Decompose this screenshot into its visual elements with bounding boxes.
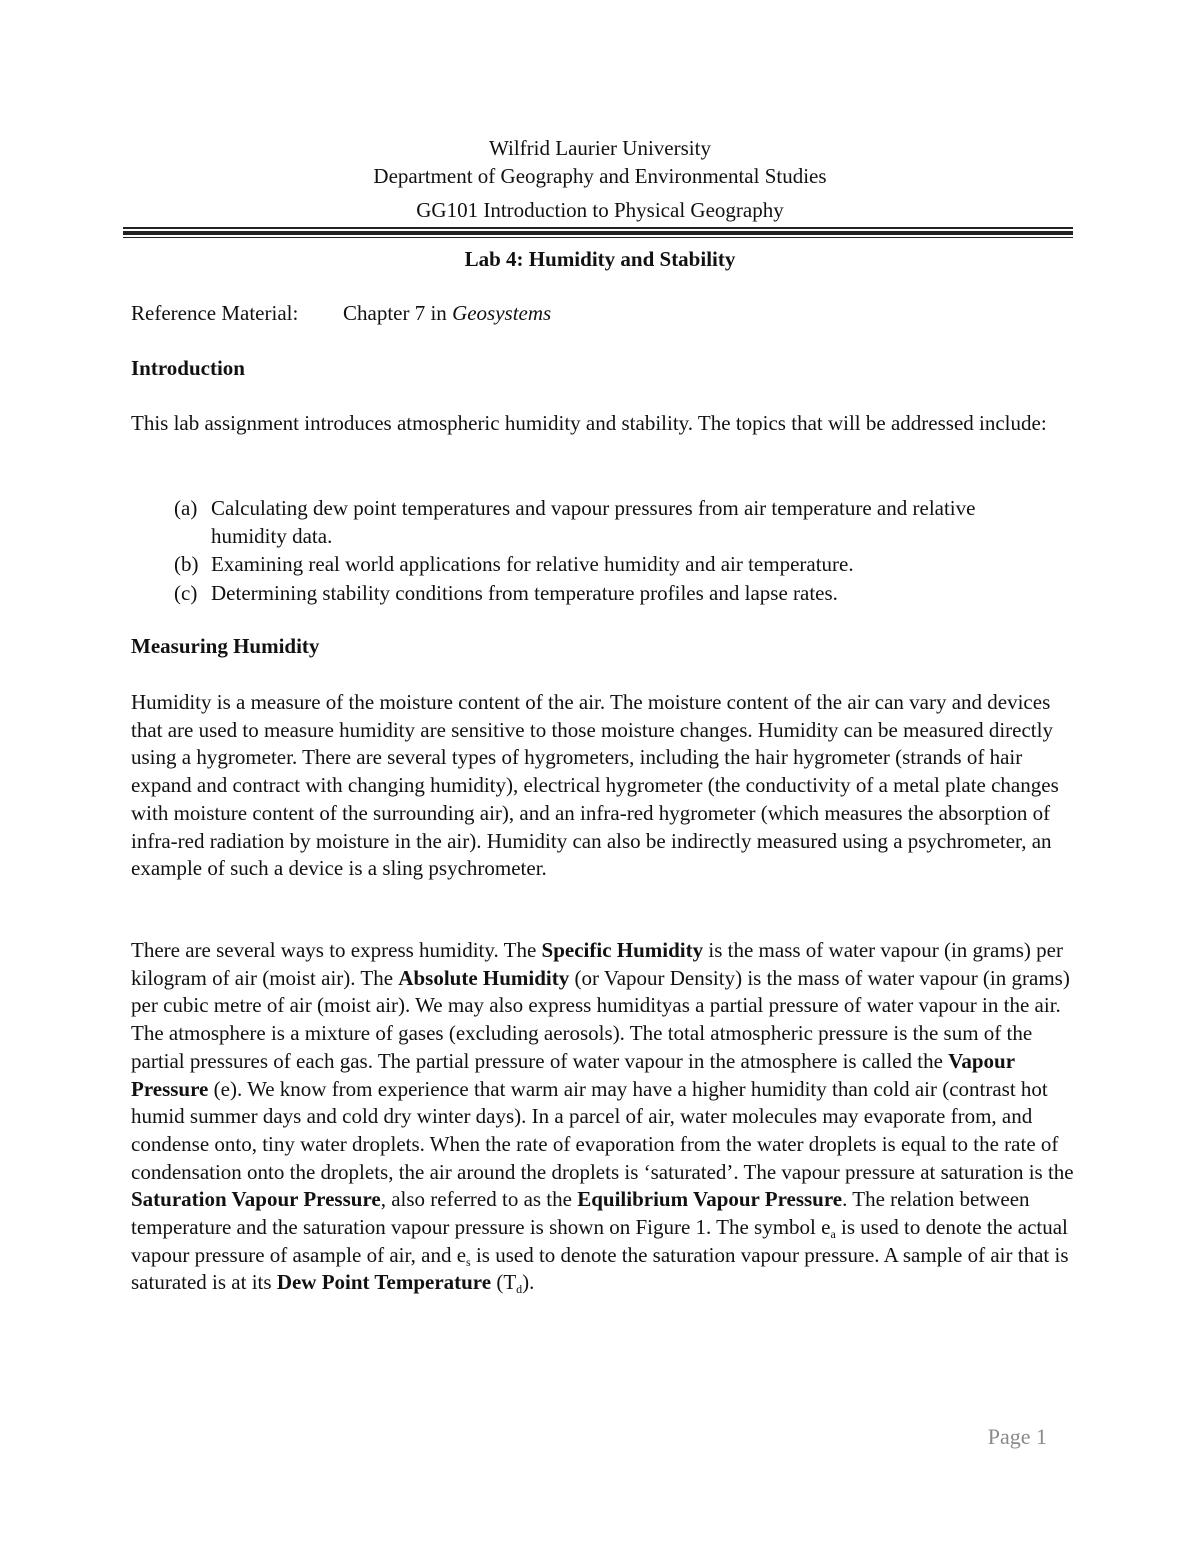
measuring-humidity-heading: Measuring Humidity [131,634,320,658]
paragraph-text: (or Vapour Density) is the mass of water vapour (in grams) per cubic metre of air (moist air). We may also express humidityas a partial pressure of water vapour in the air. The atmosphere is a mixture of gases (excluding aerosols). The total atmospheric pressure is the sum of the partial pressures of each gas. The partial pressure of water vapour in the atmosphere is called the [131,965,1070,1073]
list-item-text: Examining real world applications for relative humidity and air temperature. [211,552,854,577]
course-title: GG101 Introduction to Physical Geography [416,198,784,222]
subscript-s: s [466,1254,471,1269]
paragraph-text: , also referred to as the [380,1187,578,1212]
term-specific-humidity: Specific Humidity [541,938,704,962]
term-saturation-vapour-pressure: Saturation Vapour Pressure [131,1187,381,1212]
introduction-paragraph: This lab assignment introduces atmospheric humidity and stability. The topics that will be addressed include: [131,411,1047,435]
list-item-text: Calculating dew point temperatures and vapour pressures from air temperature and relative humidity data. [211,496,976,549]
list-marker: (b) [174,552,199,577]
subscript-d: d [516,1282,523,1297]
term-dew-point-temperature: Dew Point Temperature [276,1270,492,1295]
paragraph-text: (T [491,1270,517,1295]
list-item [174,494,1034,550]
term-vapour-pressure: Vapour Pressure [131,1048,1015,1101]
term-equilibrium-vapour-pressure: Equilibrium Vapour Pressure [577,1187,843,1212]
header-divider-bottom [123,237,1073,238]
paragraph-text: (e). We know from experience that warm air may have a higher humidity than cold air (contrast hot humid summer days and cold dry winter days). In a parcel of air, water molecules may evaporate from, and condense onto, tiny water droplets. When the rate of evaporation from the water droplets is equal to the rate of condensation onto the droplets, the air around the droplets is ‘saturated’. The vapour pressure at saturation is the [131,1076,1074,1184]
measuring-paragraph-2 [131,937,1079,1297]
list-item [174,579,1034,607]
introduction-heading: Introduction [131,356,245,380]
university-name: Wilfrid Laurier University [489,136,711,160]
paragraph-text: is the mass of water vapour (in grams) per kilogram of air (moist air). The [131,938,1063,990]
subscript-a: a [830,1227,836,1242]
list-marker: (a) [174,496,198,520]
reference-value: Chapter 7 in [343,301,453,325]
paragraph-text: . The relation between temperature and the saturation vapour pressure is shown on Figure 1. The symbol e [131,1187,1030,1240]
paragraph-text: There are several ways to express humidity. The [131,938,542,962]
header-divider-thick [123,231,1073,235]
lab-title: Lab 4: Humidity and Stability [464,247,736,271]
reference-book: Geosystems [452,301,552,325]
list-item-text: Determining stability conditions from temperature profiles and lapse rates. [211,580,838,605]
department-name: Department of Geography and Environmental Studies [373,164,827,188]
paragraph-text: ). [522,1270,535,1295]
reference-line [131,301,551,326]
list-marker: (c) [174,580,198,605]
list-item [174,550,1034,578]
topics-list [174,494,1034,607]
page-number: Page 1 [987,1424,1047,1449]
paragraph-text: is used to denote the actual vapour pressure of asample of air, and e [131,1215,1068,1267]
header-divider-top [123,227,1073,229]
reference-label: Reference Material: [131,301,299,325]
term-absolute-humidity: Absolute Humidity [398,965,570,990]
measuring-paragraph-1: Humidity is a measure of the moisture content of the air. The moisture content of the air can vary and devices that are used to measure humidity are sensitive to those moisture changes. Humidity can be measured directly using a hygrometer. There are several types of hygrometers, including the hair hygrometer (strands of hair expand and contract with changing humidity), electrical hygrometer (the conductivity of a metal plate changes with moisture content of the surrounding air), and an infra-red hygrometer (which measures the absorption of infra-red radiation by moisture in the air). Humidity can also be indirectly measured using a psychrometer, an example of such a device is a sling psychrometer. [131,690,1059,881]
paragraph-text: is used to denote the saturation vapour pressure. A sample of air that is saturated is at its [131,1242,1069,1295]
